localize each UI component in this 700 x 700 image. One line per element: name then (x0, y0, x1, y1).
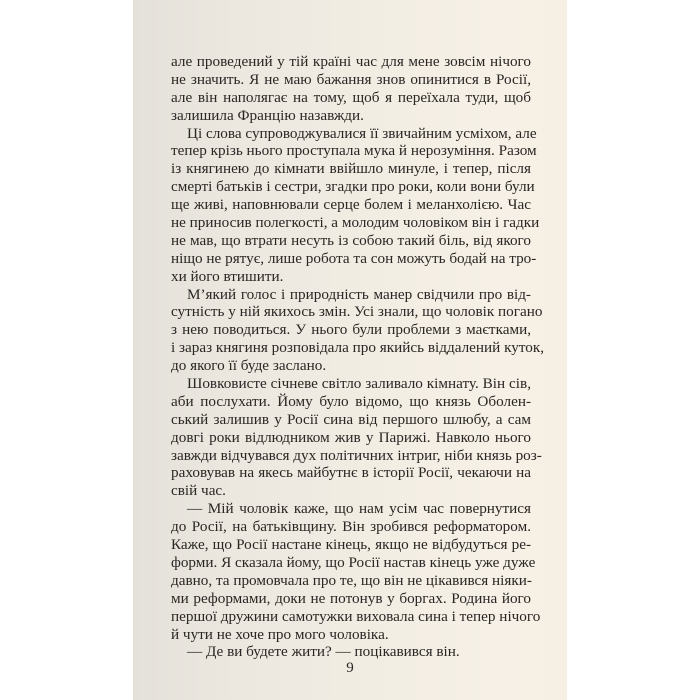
text-line: довгі роки відлюдником жив у Парижі. Навколо нього (171, 428, 531, 446)
text-line: ський залишив у Росії сина від першого шлюбу, а сам (171, 410, 531, 428)
text-line: смерті батьків і сестри, згадки про роки, коли вони були (171, 178, 535, 196)
text-line: раховував на якесь майбутнє в історії Росії, чекаючи на (171, 464, 531, 482)
text-line: свій час. (171, 482, 226, 500)
text-line: не приносив полегкості, а молодим чоловіком він і гадки (171, 214, 540, 232)
text-line: аби послухати. Йому було відомо, що князь Оболен- (171, 392, 531, 410)
text-line: до Росії, на батьківщину. Він зробився реформатором. (171, 518, 531, 536)
body-text (171, 53, 545, 661)
text-line: ми реформами, доки не потонув у боргах. Родина його (171, 589, 531, 607)
text-line: хи його втишити. (171, 267, 284, 285)
paragraph-4 (171, 375, 542, 500)
paragraph-1 (171, 53, 531, 125)
text-line: ще живі, наповнювали серце болем і меланхолією. Час (171, 196, 531, 214)
text-line: Ці слова супроводжувалися її звичайним усміхом, але (187, 124, 537, 142)
text-line: і зараз княгиня розповідала про якийсь віддалений куток, (171, 339, 545, 357)
text-line: давно, та промовчала про те, що він не цікавився ніяки- (171, 571, 532, 589)
text-line: й чути не хоче про мого чоловіка. (171, 625, 389, 643)
text-line: залишила Францію назавжди. (171, 106, 364, 124)
text-line: Каже, що Росії настане кінець, якщо не відбудуться ре- (171, 536, 531, 554)
text-line: не значить. Я не маю бажання знов опинитися в Росії, (171, 70, 531, 88)
page-number: 9 (346, 660, 354, 676)
paragraph-2 (171, 124, 540, 286)
text-line: першої дружини самотужки виховала сина і тепер нічого (171, 607, 541, 625)
text-line: ніщо не рятує, лише робота та сон можуть бодай на тро- (171, 249, 537, 267)
text-line: Шовковисте січневе світло заливало кімнату. Він сів, (187, 375, 531, 393)
text-line: — Де ви будете жити? — поцікавився він. (187, 643, 460, 661)
paragraph-5 (171, 500, 541, 643)
text-line: але проведений у тій країні час для мене зовсім нічого (171, 53, 531, 70)
book-page (133, 0, 567, 700)
text-line: тепер крізь нього проступала мука й нерозуміння. Разом (171, 142, 537, 160)
text-line: не мав, що втрати несуть із собою такий біль, від якого (171, 231, 531, 249)
text-line: сутність у ній якихось змін. Усі знали, що чоловік погано (171, 303, 543, 321)
text-line: до якого її буде заслано. (171, 357, 327, 375)
text-line: форми. Я сказала йому, що Росії настав кінець уже дуже (171, 553, 536, 571)
text-line: М’який голос і природність манер свідчили про від- (187, 285, 531, 303)
text-line: із княгинею до кімнати ввійшло минуле, і тепер, після (171, 160, 531, 178)
text-line: але він наполягає на тому, щоб я переїхала туди, щоб (171, 88, 531, 106)
paragraph-6 (171, 643, 531, 661)
text-line: завжди відчувався дух політичних інтриг, ніби князь роз- (171, 446, 542, 464)
paragraph-3 (171, 285, 545, 375)
text-line: з нею поводиться. У нього були проблеми з маєтками, (171, 321, 531, 339)
text-line: — Мій чоловік каже, що нам усім час повернутися (187, 500, 531, 518)
